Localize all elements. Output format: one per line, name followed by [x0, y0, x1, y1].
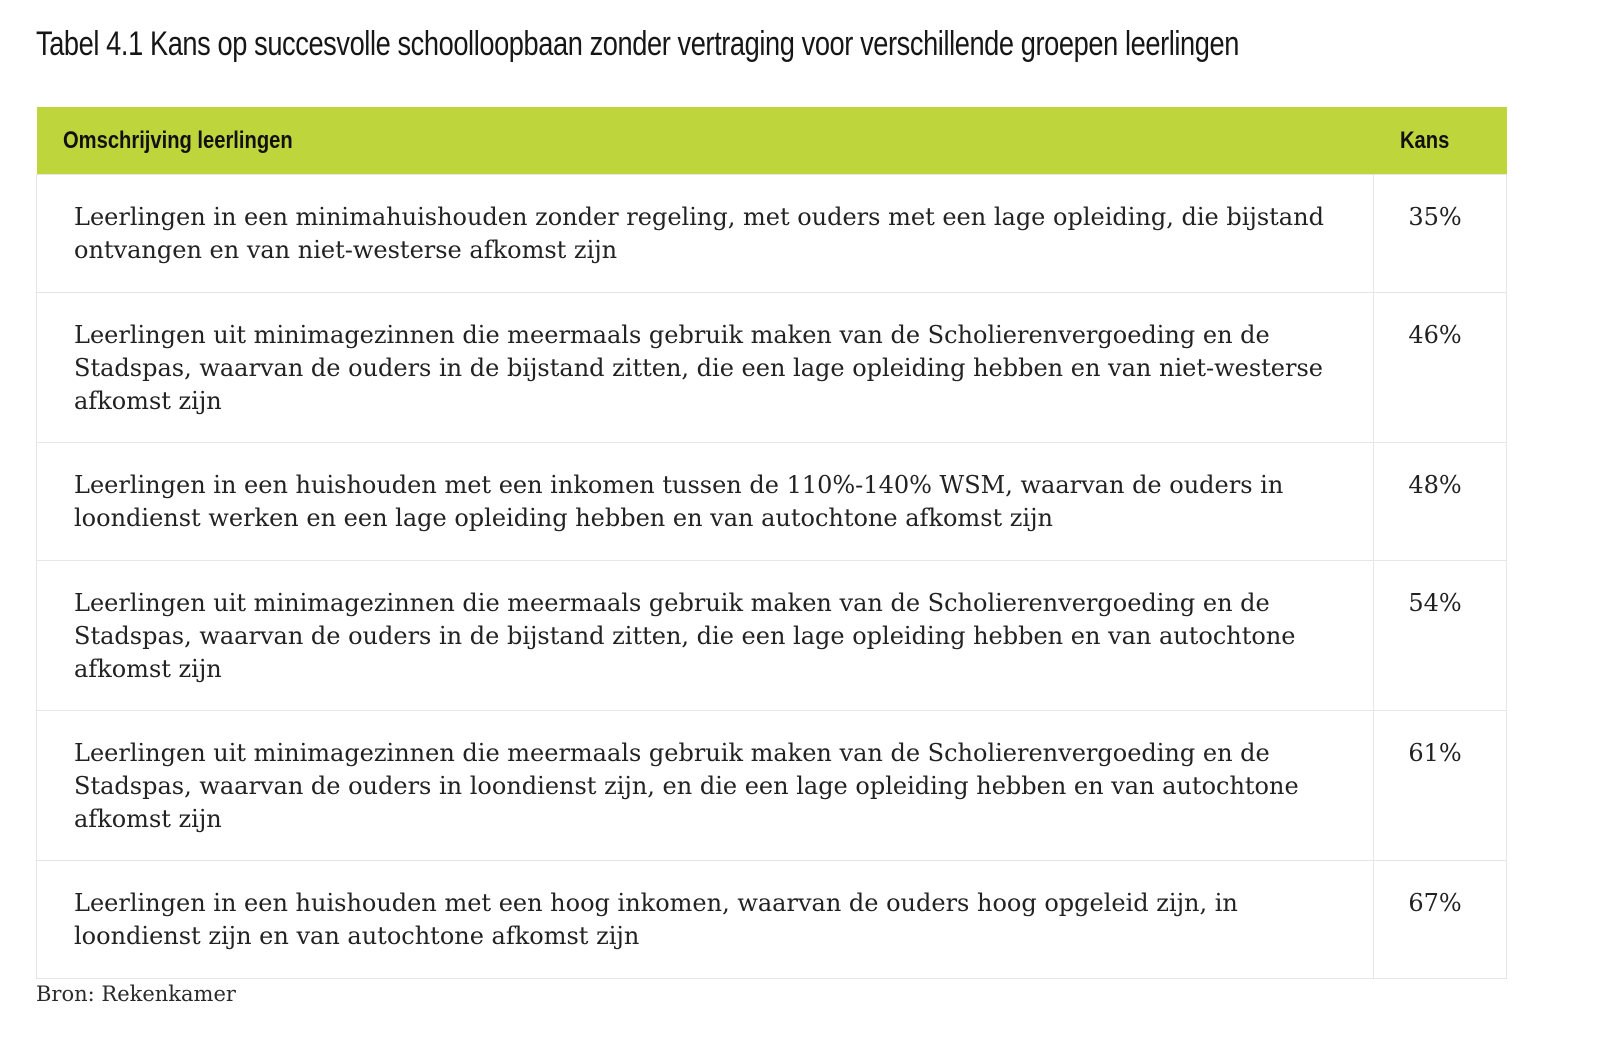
table-row: [37, 711, 1507, 861]
column-header-chance: [1374, 107, 1507, 175]
row-chance: 67%: [1374, 861, 1507, 979]
table-title: Tabel 4.1 Kans op succesvolle schoolloopbaan zonder vertraging voor verschillende groepen leerlingen: [36, 25, 1239, 63]
table-body: [37, 175, 1507, 979]
row-chance: 54%: [1374, 561, 1507, 711]
row-chance: 35%: [1374, 175, 1507, 293]
row-description: Leerlingen uit minimagezinnen die meermaals gebruik maken van de Scholierenvergoeding en de Stadspas, waarvan de ouders in de bijstand zitten, die een lage opleiding hebben en van autochtone afkomst zijn: [37, 561, 1374, 711]
source-note: Bron: Rekenkamer: [36, 982, 236, 1006]
column-header-description-label: Omschrijving leerlingen: [62, 126, 293, 154]
header-row: [37, 107, 1507, 175]
row-chance: 48%: [1374, 443, 1507, 561]
table-row: [37, 861, 1507, 979]
row-description: Leerlingen uit minimagezinnen die meermaals gebruik maken van de Scholierenvergoeding en de Stadspas, waarvan de ouders in de bijstand zitten, die een lage opleiding hebben en van niet-westerse afkomst zijn: [37, 293, 1374, 443]
table-row: [37, 293, 1507, 443]
column-header-chance-label: Kans: [1399, 126, 1449, 154]
row-description: Leerlingen in een huishouden met een hoog inkomen, waarvan de ouders hoog opgeleid zijn, in loondienst zijn en van autochtone afkomst zijn: [37, 861, 1374, 979]
row-description: Leerlingen in een minimahuishouden zonder regeling, met ouders met een lage opleiding, die bijstand ontvangen en van niet-westerse afkomst zijn: [37, 175, 1374, 293]
table-row: [37, 561, 1507, 711]
column-header-description: [37, 107, 1374, 175]
table-row: [37, 443, 1507, 561]
table-header: [37, 107, 1507, 175]
row-description: Leerlingen uit minimagezinnen die meermaals gebruik maken van de Scholierenvergoeding en de Stadspas, waarvan de ouders in loondienst zijn, en die een lage opleiding hebben en van autochtone afkomst zijn: [37, 711, 1374, 861]
row-chance: 46%: [1374, 293, 1507, 443]
table-row: [37, 175, 1507, 293]
chance-table: [36, 107, 1507, 979]
row-chance: 61%: [1374, 711, 1507, 861]
row-description: Leerlingen in een huishouden met een inkomen tussen de 110%-140% WSM, waarvan de ouders in loondienst werken en een lage opleiding hebben en van autochtone afkomst zijn: [37, 443, 1374, 561]
